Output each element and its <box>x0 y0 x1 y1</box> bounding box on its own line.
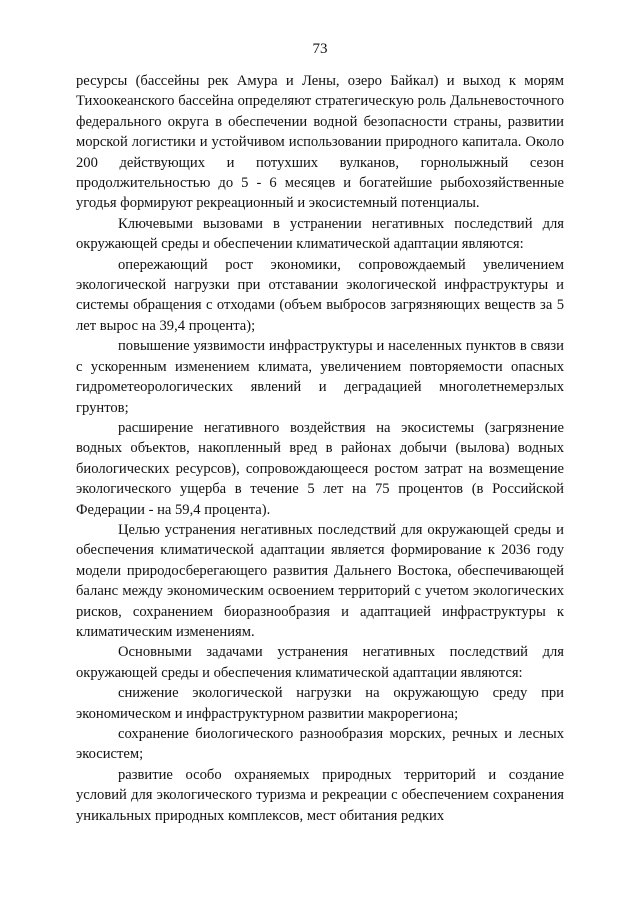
paragraph-infrastructure-vulnerability: повышение уязвимости инфраструктуры и населенных пунктов в связи с ускоренным изменением климата, увеличением повторяемости опасных гидрометеорологических явлений и деградацией многолетнемерзлых грунтов; <box>76 338 564 416</box>
paragraph-protected-areas: развитие особо охраняемых природных территорий и создание условий для экологического туризма и рекреации с обеспечением сохранения уникальных природных комплексов, мест обитания редких <box>76 766 564 824</box>
paragraph-key-challenges: Ключевыми вызовами в устранении негативных последствий для окружающей среды и обеспечении климатической адаптации являются: <box>76 215 564 253</box>
paragraph-goal: Целью устранения негативных последствий для окружающей среды и обеспечения климатической адаптации является формирование к 2036 году модели природосберегающего развития Дальнего Востока, обеспечивающей баланс между экономическим освоением территорий с учетом экологических рисков, сохранением биоразнообразия и адаптацией инфраструктуры к климатическим изменениям. <box>76 521 564 640</box>
paragraph-biodiversity: сохранение биологического разнообразия морских, речных и лесных экосистем; <box>76 726 564 763</box>
paragraph-resources: ресурсы (бассейны рек Амура и Лены, озеро Байкал) и выход к морям Тихоокеанского бассейна определяют стратегическую роль Дальневосточного федерального округа в обеспечении водной безопасности страны, развитии морской логистики и устойчивом использовании природного капитала. Около 200 действующих и потухших вулканов, горнолыжный сезон продолжительностью до 5 - 6 месяцев и богатейшие рыбохозяйственные угодья формируют рекреационный и экосистемный потенциалы. <box>76 73 564 212</box>
paragraph-ecosystem-impact: расширение негативного воздействия на экосистемы (загрязнение водных объектов, накопленный вред в районах добычи (вылова) водных биологических ресурсов), сопровождающееся ростом затрат на возмещение экологического ущерба в течение 5 лет на 75 процентов (в Российской Федерации - на 59,4 процента). <box>76 419 564 518</box>
paragraph-economic-growth: опережающий рост экономики, сопровождаемый увеличением экологической нагрузки при отставании экологической инфраструктуры и системы обращения с отходами (объем выбросов загрязняющих веществ за 5 лет вырос на 39,4 процента); <box>76 256 564 334</box>
paragraph-reduce-load: снижение экологической нагрузки на окружающую среду при экономическом и инфраструктурном развитии макрорегиона; <box>76 685 564 722</box>
paragraph-main-tasks: Основными задачами устранения негативных последствий для окружающей среды и обеспечения климатической адаптации являются: <box>76 644 564 681</box>
document-body <box>76 71 564 826</box>
page-number: 73 <box>312 41 328 57</box>
